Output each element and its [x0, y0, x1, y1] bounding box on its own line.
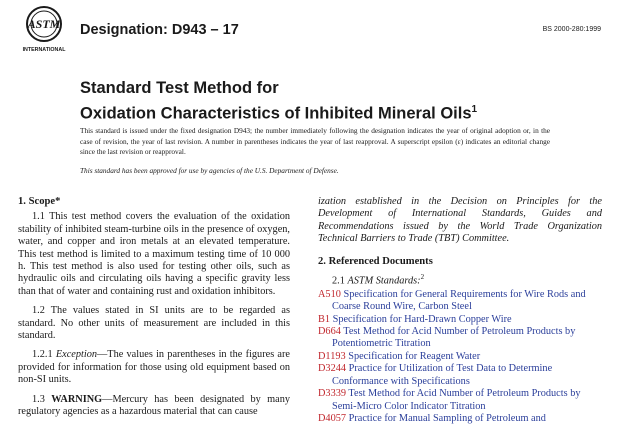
scope-para-1-2-1-num: 1.2.1 — [32, 349, 53, 361]
title-line-2-text: Oxidation Characteristics of Inhibited Mineral Oils — [80, 104, 472, 123]
bs-reference: BS 2000-280:1999 — [542, 26, 601, 33]
standard-code[interactable]: D1193 — [318, 350, 346, 362]
standard-item-d1193[interactable] — [318, 351, 602, 363]
wto-continued-text: ization established in the Decision on Principles for the Development of International Standards, Guides and Recommendations issued by the World Trade Organization Technical Barriers to Trade (TBT) Committee. — [318, 196, 602, 245]
approval-note: This standard has been approved for use by agencies of the U.S. Department of Defense. — [80, 166, 339, 175]
standard-notice: This standard is issued under the fixed designation D943; the number immediately following the designation indicates the year of original adoption or, in the case of revision, the year of last revision. A number in parentheses indicates the year of last reapproval. A superscript epsilon (ε) indicates an editorial change since the last revision or reapproval. — [80, 126, 550, 156]
standard-code[interactable]: D664 — [318, 326, 341, 338]
standard-title[interactable]: Specification for Reagent Water — [348, 350, 481, 362]
astm-standards-num: 2.1 — [332, 275, 345, 287]
standard-item-d664[interactable] — [318, 326, 602, 351]
title-footnote-mark: 1 — [471, 104, 478, 115]
designation — [80, 22, 239, 38]
standard-item-d3339[interactable] — [318, 388, 602, 413]
standard-code[interactable]: B1 — [318, 313, 331, 325]
scope-para-1-3 — [18, 394, 290, 419]
logo-text: ASTM — [27, 17, 61, 31]
standard-title[interactable]: Practice for Utilization of Test Data to Determine Conformance with Specifications — [332, 363, 553, 387]
scope-para-1-2: 1.2 The values stated in SI units are to be regarded as standard. No other units of measurement are included in this standard. — [18, 305, 290, 342]
astm-logo — [22, 4, 66, 54]
warning-text: —Mercury has been designated by many regulatory agencies as a hazardous material that can cause — [18, 393, 290, 418]
scope-heading: 1. Scope* — [18, 196, 61, 207]
standard-title[interactable]: Specification for Hard-Drawn Copper Wire — [332, 313, 512, 325]
exception-text: —The values in parentheses in the figures are provided for information for those using old equipment based on non-SI units. — [18, 349, 291, 386]
standard-item-a510[interactable] — [318, 289, 602, 314]
logo-subtext: INTERNATIONAL — [22, 47, 66, 53]
astm-standards-mark: 2 — [420, 273, 425, 282]
standard-code[interactable]: A510 — [318, 288, 341, 300]
standard-item-d4057[interactable] — [318, 413, 602, 425]
standard-title[interactable]: Test Method for Acid Number of Petroleum Products by Semi-Micro Color Indicator Titration — [332, 388, 581, 412]
standard-code[interactable]: D3244 — [318, 363, 347, 375]
document-title — [80, 78, 477, 125]
title-line-1: Standard Test Method for — [80, 79, 279, 97]
astm-standards-label — [318, 271, 602, 288]
standard-item-d3244[interactable] — [318, 363, 602, 388]
designation-code: D943 – 17 — [171, 22, 239, 38]
exception-label: Exception — [55, 349, 97, 361]
designation-prefix: Designation: — [80, 22, 168, 38]
astm-logo-icon — [22, 4, 66, 54]
standard-code[interactable]: D3339 — [318, 388, 347, 400]
standard-title[interactable]: Practice for Manual Sampling of Petroleum and — [348, 412, 546, 424]
standard-title[interactable]: Test Method for Acid Number of Petroleum Products by Potentiometric Titration — [332, 326, 576, 350]
title-line-2 — [80, 99, 477, 125]
referenced-documents-heading: 2. Referenced Documents — [318, 255, 433, 267]
standard-title[interactable]: Specification for General Requirements for Wire Rods and Coarse Round Wire, Carbon Steel — [332, 288, 586, 313]
standard-item-b1[interactable] — [318, 314, 602, 326]
astm-standards-text: ASTM Standards: — [347, 275, 421, 287]
scope-para-1-2-1 — [18, 349, 290, 386]
scope-para-1-1: 1.1 This test method covers the evaluation of the oxidation stability of inhibited steam-turbine oils in the presence of oxygen, water, and copper and iron metals at an elevated temperature. This test method is limited to a maximum testing time of 10 000 h. This test method is also used for testing other oils, such as hydraulic oils and circulating oils having a specific gravity less than that of water and containing rust and oxidation inhibitors. — [18, 211, 290, 297]
left-column — [18, 196, 290, 426]
warning-label: WARNING — [51, 393, 103, 405]
scope-para-1-3-num: 1.3 — [32, 393, 45, 405]
right-column — [318, 196, 602, 425]
standard-code[interactable]: D4057 — [318, 412, 347, 424]
